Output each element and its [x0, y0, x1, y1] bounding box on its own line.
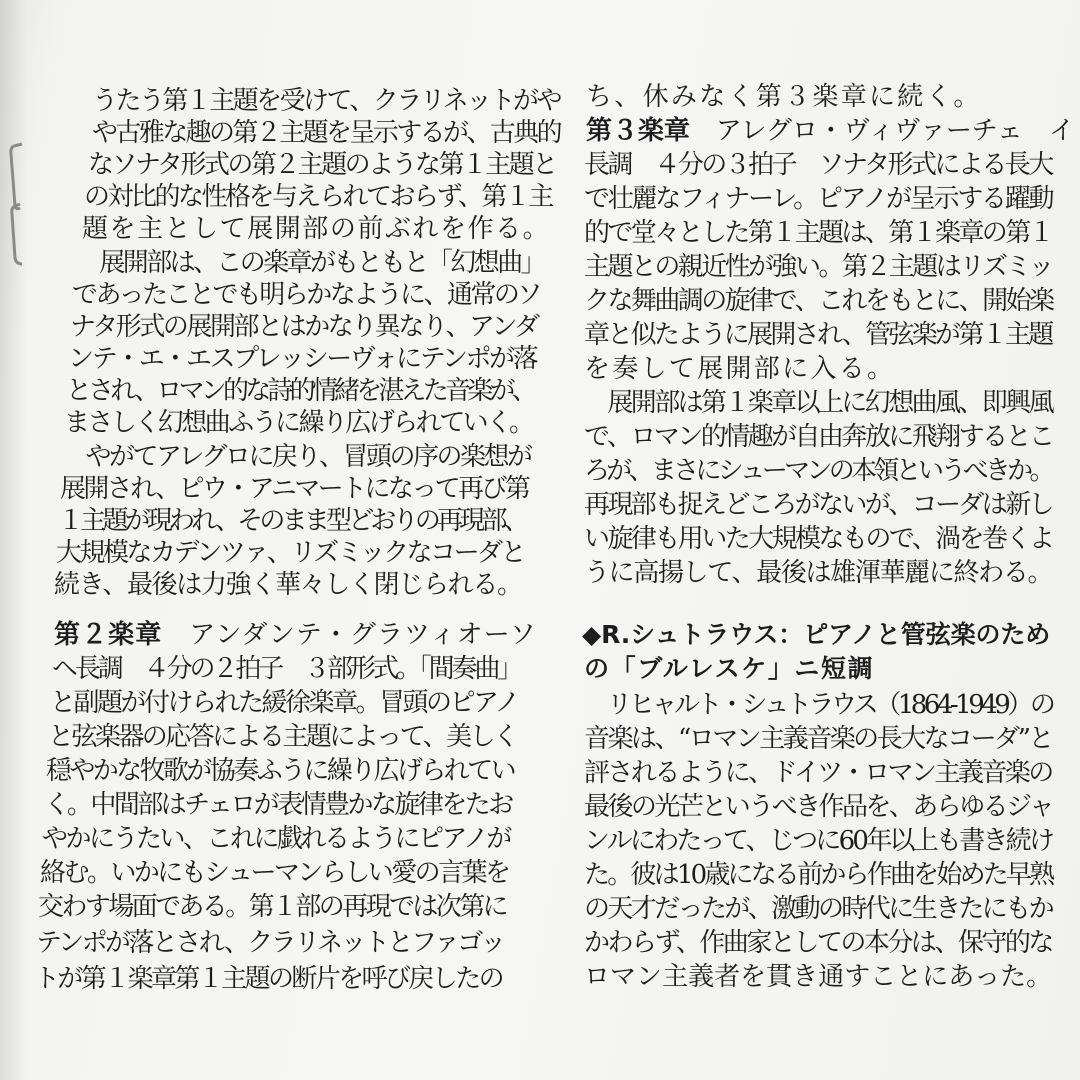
body-line: 最後の光芒というべき作品を、あらゆるジャ	[584, 792, 1053, 822]
body-line: と副題が付けられた緩徐楽章。冒頭のピアノ	[50, 688, 518, 718]
body-line: 章と似たように展開され、管弦楽が第１主題	[584, 320, 1052, 350]
body-line: 的で堂々とした第１主題は、第１楽章の第１	[584, 218, 1053, 248]
body-line: 展開され、ピウ・アニマートになって再び第	[60, 474, 529, 504]
body-line: の対比的な性格を与えられておらず、第１主	[84, 182, 552, 212]
body-line: 再現部も捉えどころがないが、コーダは新し	[584, 490, 1053, 520]
movement-3-tempo: アレグロ・ヴィヴァーチェ イ	[689, 116, 1075, 146]
body-line: ヘ長調 ４分の２拍子 ３部形式。「間奏曲」	[52, 654, 521, 684]
body-line: ろが、まさにシューマンの本領というべきか。	[584, 456, 1052, 486]
body-line: 主題との親近性が強い。第２主題はリズミッ	[584, 252, 1052, 282]
body-line: の天才だったが、激動の時代に生きたにもか	[584, 894, 1053, 924]
body-line: ンルにわたって、じつに60年以上も書き続け	[584, 826, 1053, 856]
body-line: うたう第１主題を受けて、クラリネットがや	[92, 86, 560, 116]
body-line: であったことでも明らかなように、通常のソ	[72, 280, 541, 310]
body-line: リヒャルト・シュトラウス（1864-1949）の	[584, 690, 1053, 720]
body-line: ち、休みなく第３楽章に続く。	[586, 82, 982, 112]
body-line: を奏して展開部に入る。	[584, 354, 896, 384]
body-line: やかにうたい、これに戯れるようにピアノが	[42, 824, 510, 854]
body-line: なソナタ形式の第２主題のような第１主題と	[88, 150, 556, 180]
staple-icon	[6, 198, 28, 270]
body-line: ナタ形式の展開部とはかなり異なり、アンダ	[70, 312, 538, 342]
movement-2-tempo: アンダンテ・グラツィオーソ	[162, 620, 537, 650]
body-line: た。彼は10歳になる前から作曲を始めた早熟	[584, 860, 1053, 890]
body-line: 音楽は、“ロマン主義音楽の長大なコーダ”と	[584, 724, 1052, 754]
body-line: 長調 ４分の３拍子 ソナタ形式による長大	[584, 150, 1052, 180]
body-line: かわらず、作曲家としての本分は、保守的な	[584, 928, 1052, 958]
body-line: で壮麗なフィナーレ。ピアノが呈示する躍動	[584, 184, 1053, 214]
section-heading: ◆R.シュトラウス：ピアノと管弦楽のため	[582, 620, 1051, 649]
body-line: 展開部は第１楽章以上に幻想曲風、即興風	[584, 388, 1053, 418]
section-heading-continued: の「ブルレスケ」ニ短調	[584, 654, 875, 683]
body-line: ンテ・エ・エスプレッシーヴォにテンポが落	[68, 344, 537, 374]
movement-3-heading-row	[586, 114, 1075, 148]
body-line: 交わす場面である。第１部の再現では次第に	[38, 892, 507, 922]
body-line: や古雅な趣の第２主題を呈示するが、古典的	[92, 118, 561, 148]
body-line: 題を主として展開部の前ぶれを作る。	[82, 214, 551, 244]
movement-2-title: 第２楽章	[54, 620, 163, 650]
body-line: クな舞曲調の旋律で、これをもとに、開始楽	[584, 286, 1053, 316]
movement-3-title: 第３楽章	[586, 116, 690, 146]
body-line: 絡む。いかにもシューマンらしい愛の言葉を	[40, 858, 509, 888]
body-line: い旋律も用いた大規模なもので、渦を巻くよ	[584, 524, 1053, 554]
movement-2-heading-row	[54, 618, 537, 652]
body-line: と弦楽器の応答による主題によって、美しく	[48, 722, 517, 752]
body-line: 続き、最後は力強く華々しく閉じられる。	[54, 570, 522, 600]
body-line: ロマン主義者を貫き通すことにあった。	[584, 962, 1053, 992]
body-line: 評されるように、ドイツ・ロマン主義音楽の	[584, 758, 1052, 788]
body-line: やがてアレグロに戻り、冒頭の序の楽想が	[62, 442, 531, 472]
body-line: 展開部は、この楽章がもともと「幻想曲」	[76, 248, 545, 278]
body-line: 大規模なカデンツァ、リズミックなコーダと	[56, 538, 525, 568]
body-line: トが第１楽章第１主題の断片を呼び戻したの	[34, 964, 503, 994]
body-line: く。中間部はチェロが表情豊かな旋律をたお	[44, 790, 512, 820]
body-line: １主題が現われ、そのまま型どおりの再現部、	[58, 506, 526, 536]
body-line: で、ロマン的情趣が自由奔放に飛翔するとこ	[584, 422, 1053, 452]
body-line: まさしく幻想曲ふうに繰り広げられていく。	[64, 408, 533, 438]
body-line: とされ、ロマン的な詩的情緒を湛えた音楽が、	[66, 376, 534, 406]
body-line: 穏やかな牧歌が協奏ふうに繰り広げられてい	[46, 756, 515, 786]
body-line: うに高揚して、最後は雄渾華麗に終わる。	[584, 558, 1053, 588]
body-line: テンポが落とされ、クラリネットとファゴッ	[36, 928, 504, 958]
